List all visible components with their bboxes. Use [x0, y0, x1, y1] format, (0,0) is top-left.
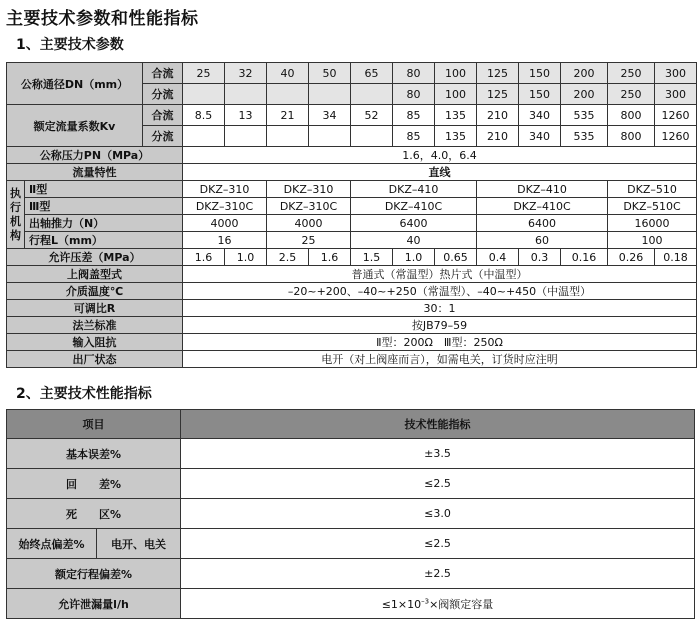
stroke-cell: 40: [351, 232, 477, 249]
stroke-cell: 100: [608, 232, 697, 249]
dn-he-cell: 80: [393, 63, 435, 84]
kv-fen-cell: [267, 126, 309, 147]
kv-fen-cell: 210: [477, 126, 519, 147]
dp-cell: 1.0: [225, 249, 267, 266]
dn-label: 公称通径DN（mm）: [7, 63, 143, 105]
thrust-cell: 16000: [608, 215, 697, 232]
stroke-cell: 25: [267, 232, 351, 249]
bonnet-label: 上阀盖型式: [7, 266, 183, 283]
type3-label: Ⅲ型: [25, 198, 183, 215]
dead-zone-label: 死 区%: [7, 499, 181, 529]
type3-cell: DKZ–410C: [477, 198, 608, 215]
basic-error-label: 基本误差%: [7, 439, 181, 469]
dn-fen-cell: 100: [435, 84, 477, 105]
actuator-label: 执行机构: [7, 181, 25, 249]
dn-he-cell: 200: [561, 63, 608, 84]
kv-he-cell: 85: [393, 105, 435, 126]
dp-cell: 1.6: [183, 249, 225, 266]
type3-cell: DKZ–310C: [267, 198, 351, 215]
r-label: 可调比R: [7, 300, 183, 317]
kv-fen-cell: 800: [608, 126, 655, 147]
dp-cell: 1.6: [309, 249, 351, 266]
hysteresis-label: 回 差%: [7, 469, 181, 499]
leakage-suffix: ×阀额定容量: [429, 597, 494, 611]
rated-stroke-value: ±2.5: [181, 559, 695, 589]
temp-label: 介质温度℃: [7, 283, 183, 300]
stroke-cell: 60: [477, 232, 608, 249]
flange-value: 按JB79–59: [183, 317, 697, 334]
dn-fen-cell: 80: [393, 84, 435, 105]
type2-cell: DKZ–310: [267, 181, 351, 198]
kv-he-cell: 8.5: [183, 105, 225, 126]
dn-fen-cell: 125: [477, 84, 519, 105]
dp-cell: 1.0: [393, 249, 435, 266]
thrust-label: 出轴推力（N）: [25, 215, 183, 232]
dp-cell: 0.65: [435, 249, 477, 266]
dp-cell: 1.5: [351, 249, 393, 266]
type2-cell: DKZ–310: [183, 181, 267, 198]
kv-fen-cell: [183, 126, 225, 147]
dn-fen-cell: 250: [608, 84, 655, 105]
dn-fen-cell: 200: [561, 84, 608, 105]
factory-label: 出厂状态: [7, 351, 183, 368]
dn-he-cell: 250: [608, 63, 655, 84]
col-item-header: 项目: [7, 410, 181, 439]
kv-he-label: 合流: [143, 105, 183, 126]
hysteresis-value: ≤2.5: [181, 469, 695, 499]
dp-label: 允许压差（MPa）: [7, 249, 183, 266]
dn-fen-cell: [267, 84, 309, 105]
leakage-label: 允许泄漏量l/h: [7, 589, 181, 619]
performance-table: [6, 409, 695, 619]
bonnet-value: 普通式（常温型）热片式（中温型）: [183, 266, 697, 283]
kv-he-cell: 535: [561, 105, 608, 126]
type3-cell: DKZ–510C: [608, 198, 697, 215]
dn-he-cell: 100: [435, 63, 477, 84]
dp-cell: 0.3: [519, 249, 561, 266]
dead-zone-value: ≤3.0: [181, 499, 695, 529]
dn-fen-cell: [183, 84, 225, 105]
dn-fen-cell: [225, 84, 267, 105]
type2-cell: DKZ–510: [608, 181, 697, 198]
type3-cell: DKZ–410C: [351, 198, 477, 215]
dp-cell: 0.16: [561, 249, 608, 266]
dn-he-cell: 25: [183, 63, 225, 84]
flow-value: 直线: [183, 164, 697, 181]
kv-he-cell: 21: [267, 105, 309, 126]
kv-he-cell: 340: [519, 105, 561, 126]
leakage-prefix: ≤1×10: [381, 597, 422, 611]
type2-label: Ⅱ型: [25, 181, 183, 198]
kv-he-cell: 34: [309, 105, 351, 126]
kv-fen-cell: 340: [519, 126, 561, 147]
type2-cell: DKZ–410: [351, 181, 477, 198]
endpoint-value: ≤2.5: [181, 529, 695, 559]
endpoint-label: 始终点偏差%: [7, 529, 97, 559]
kv-he-cell: 1260: [655, 105, 697, 126]
leakage-value: [181, 589, 695, 619]
dn-he-cell: 50: [309, 63, 351, 84]
dn-he-cell: 40: [267, 63, 309, 84]
kv-fen-cell: 135: [435, 126, 477, 147]
dn-fen-cell: 300: [655, 84, 697, 105]
leakage-exponent: –3: [421, 596, 430, 605]
dn-fen-cell: [351, 84, 393, 105]
thrust-cell: 6400: [477, 215, 608, 232]
stroke-label: 行程L（mm）: [25, 232, 183, 249]
factory-value: 电开（对上阀座而言），如需电关，订货时应注明: [183, 351, 697, 368]
flow-label: 流量特性: [7, 164, 183, 181]
kv-fen-cell: [351, 126, 393, 147]
tech-params-table: [6, 62, 697, 368]
dn-fen-cell: [309, 84, 351, 105]
dn-he-cell: 32: [225, 63, 267, 84]
section2-heading: 2、主要技术性能指标: [16, 386, 152, 402]
basic-error-value: ±3.5: [181, 439, 695, 469]
dn-fen-cell: 150: [519, 84, 561, 105]
pn-label: 公称压力PN（MPa）: [7, 147, 183, 164]
dn-fen-label: 分流: [143, 84, 183, 105]
impedance-value: Ⅱ型：200Ω Ⅲ型：250Ω: [183, 334, 697, 351]
endpoint-sub-label: 电开、电关: [97, 529, 181, 559]
kv-fen-label: 分流: [143, 126, 183, 147]
kv-fen-cell: 85: [393, 126, 435, 147]
kv-he-cell: 210: [477, 105, 519, 126]
kv-he-cell: 800: [608, 105, 655, 126]
col-index-header: 技术性能指标: [181, 410, 695, 439]
impedance-label: 输入阻抗: [7, 334, 183, 351]
thrust-cell: 4000: [267, 215, 351, 232]
kv-fen-cell: 1260: [655, 126, 697, 147]
kv-he-cell: 13: [225, 105, 267, 126]
rated-stroke-label: 额定行程偏差%: [7, 559, 181, 589]
dp-cell: 0.4: [477, 249, 519, 266]
flange-label: 法兰标准: [7, 317, 183, 334]
kv-fen-cell: 535: [561, 126, 608, 147]
temp-value: –20~+200、–40~+250（常温型）、–40~+450（中温型）: [183, 283, 697, 300]
dn-he-cell: 65: [351, 63, 393, 84]
pn-value: 1.6，4.0，6.4: [183, 147, 697, 164]
kv-fen-cell: [225, 126, 267, 147]
dn-he-cell: 150: [519, 63, 561, 84]
dp-cell: 0.26: [608, 249, 655, 266]
type3-cell: DKZ–310C: [183, 198, 267, 215]
type2-cell: DKZ–410: [477, 181, 608, 198]
kv-he-cell: 135: [435, 105, 477, 126]
thrust-cell: 6400: [351, 215, 477, 232]
stroke-cell: 16: [183, 232, 267, 249]
dn-he-cell: 125: [477, 63, 519, 84]
dn-he-label: 合流: [143, 63, 183, 84]
page-title: 主要技术参数和性能指标: [6, 9, 199, 29]
section1-heading: 1、主要技术参数: [16, 37, 124, 53]
kv-he-cell: 52: [351, 105, 393, 126]
dn-he-cell: 300: [655, 63, 697, 84]
kv-label: 额定流量系数Kv: [7, 105, 143, 147]
kv-fen-cell: [309, 126, 351, 147]
dp-cell: 0.18: [655, 249, 697, 266]
r-value: 30：1: [183, 300, 697, 317]
thrust-cell: 4000: [183, 215, 267, 232]
dp-cell: 2.5: [267, 249, 309, 266]
